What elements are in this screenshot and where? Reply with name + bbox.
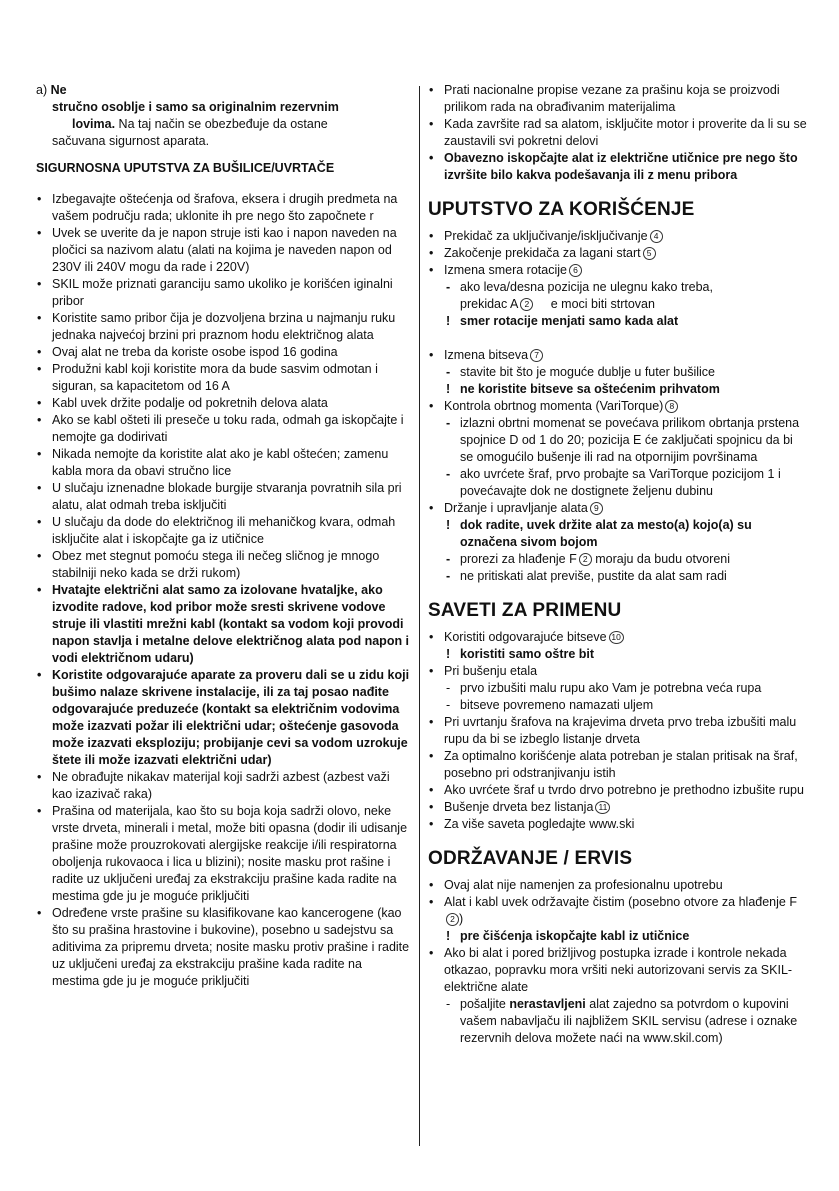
list-item: • SKIL može priznati garanciju samo ukoliko je korišćen iginalni pribor: [36, 276, 412, 310]
list-item: • Ako uvrćete šraf u tvrdo drvo potrebno je prethodno izbušite rupu: [428, 782, 808, 799]
ref-number: 9: [590, 502, 603, 515]
list-item: • Prašina od materijala, kao što su boja koja sadrži olovo, neke vrste drveta, minerali i metal, može biti opasna (dodir ili udisanje prašine može prouzrokovati alergijske reakcije i/ili respiratorna oboljenja rukovaoca i lica u blizini); nosite masku prot rašine i radite uz uključeni uređaj za ekstrakciju prašine kada radite na mestima gde ju je moguće priključiti: [36, 803, 412, 905]
right-column: [428, 82, 808, 1047]
warning-item: ! ne koristite bitseve sa oštećenim prihvatom: [446, 382, 720, 396]
list-item: [428, 347, 808, 364]
list-item: • U slučaju da dode do električnog ili mehaničkog kvara, odmah isključite alat i iskopčajte ga iz utičnice: [36, 514, 412, 548]
warning-text: koristiti samo oštre bit: [460, 647, 595, 661]
section-title-tips: SAVETI ZA PRIMENU: [428, 600, 622, 621]
sub-text: moraju da budu otvoreni: [595, 552, 731, 566]
warning-text: smer rotacije menjati samo kada alat: [460, 314, 679, 328]
item-text: Koristiti odgovarajuće bitseve: [444, 630, 607, 644]
maintenance-list: [428, 877, 808, 928]
list-item: • Pri uvrtanju šrafova na krajevima drveta prvo treba izbušiti malu rupu da bi se izbeglo listanje drveta: [428, 714, 808, 748]
sub-item: - ako uvrćete šraf, prvo probajte sa VariTorque pozicijom 1 i povećavajte dok ne dostignete željenu dubinu: [446, 467, 781, 498]
list-item: • Prati nacionalne propise vezane za prašinu koja se proizvodi prilikom rada na obrađivanim materijalima: [428, 82, 808, 116]
list-item: • Ovaj alat nije namenjen za profesionalnu upotrebu: [428, 877, 808, 894]
sub-text: alat zajedno sa potvrdom o kupovini vašem nabavljaču ili najbližem SKIL servisu (adrese i oznake rezervnih delova možete naći na www.skil.com): [460, 997, 798, 1045]
sub-text: prekidac A: [460, 297, 519, 311]
usage-list-4: [428, 500, 808, 517]
sub-text: ne pritiskati alat previše, pustite da alat sam radi: [460, 569, 727, 583]
list-item: [428, 894, 808, 928]
list-item: • Ako bi alat i pored brižljivog postupka izrade i kontrole nekada otkazao, popravku mora vršiti neki autorizovani servis za SKIL-električne alate: [428, 945, 808, 996]
list-item: • Produžni kabl koji koristite mora da bude sasvim odmotan i siguran, sa kapacitetom od 16 A: [36, 361, 412, 395]
intro-line-4: sačuvana sigurnost aparata.: [52, 134, 210, 148]
sub-text: stavite bit što je moguće dublje u futer bušilice: [460, 365, 715, 379]
intro-line-1: a) Ne: [36, 83, 67, 97]
item-text: Držanje i upravljanje alata: [444, 501, 588, 515]
list-item: [428, 228, 808, 245]
item-text: ): [459, 912, 464, 926]
list-item: • Uvek se uverite da je napon struje isti kao i napon naveden na pločici sa nazivom alatu (alati na kojima je naveden napon od 230V ili 240V mogu da rade i 220V): [36, 225, 412, 276]
sub-item: - stavite bit što je moguće dublje u futer bušilice: [446, 365, 715, 379]
ref-number: 10: [609, 631, 624, 644]
sub-text: pošaljite: [460, 997, 510, 1011]
top-list: [428, 82, 808, 184]
ref-number: 5: [643, 247, 656, 260]
list-item: • U slučaju iznenadne blokade burgije stvaranja povratnih sila pri alatu, alat odmah treba isključiti: [36, 480, 412, 514]
list-item: • Kabl uvek držite podalje od pokretnih delova alata: [36, 395, 412, 412]
sub-text: ako leva/desna pozicija ne ulegnu kako treba,: [460, 280, 713, 294]
item-text: Bušenje drveta bez listanja: [444, 800, 594, 814]
ref-number: 8: [665, 400, 678, 413]
list-item: [428, 262, 808, 279]
list-item: • Obez met stegnut pomoću stega ili nečeg sličnog je mnogo stabilniji neko kada se drži rukom): [36, 548, 412, 582]
item-text: Kontrola obrtnog momenta (VariTorque): [444, 399, 664, 413]
tips-list: [428, 629, 808, 646]
list-item: • Hvatajte električni alat samo za izolovane hvataljke, ako izvodite radove, kod pribor može sresti skrivene vodove struje ili vlastiti mrežni kabl (kontakt sa vodom koji provodi napon stavlja i metalne delove električnog alata pod napon i vodi električnom udaru): [36, 582, 412, 667]
list-item: • Koristite samo pribor čija je dozvoljena brzina u najmanju ruku jednaka najvećoj brzini pri praznom hodu električnog alata: [36, 310, 412, 344]
list-item: [428, 629, 808, 646]
intro-line-3: lovima. Na taj način se obezbeđuje da ostane: [72, 117, 328, 131]
sub-text: ako uvrćete šraf, prvo probajte sa VariTorque pozicijom 1 i povećavajte dok ne dostignete željenu dubinu: [460, 467, 781, 498]
tips-list-2: [428, 663, 808, 680]
list-item: • Pri bušenju etala: [428, 663, 808, 680]
list-item: • Određene vrste prašine su klasifikovane kao kancerogene (kao što su prašina hrastovine i bukovine), posebno u sadejstvu sa aditivima za pripremu drveta; nosite masku protiv prašine i radite uz uključeni uređaj za ekstrakciju prašine kada radite na mestima gde ju je moguće priključiti: [36, 905, 412, 990]
item-text: Alat i kabl uvek održavajte čistim (posebno otvore za hlađenje F: [444, 895, 797, 909]
ref-number: 7: [530, 349, 543, 362]
sub-text-bold: nerastavljeni: [509, 997, 586, 1011]
list-item: • Ne obrađujte nikakav materijal koji sadrži azbest (azbest važi kao izazivač raka): [36, 769, 412, 803]
ref-number: 6: [569, 264, 582, 277]
column-divider: [419, 86, 420, 1146]
section-title-usage: UPUTSTVO ZA KORIŠĆENJE: [428, 199, 695, 220]
warning-text: dok radite, uvek držite alat za mesto(a) kojo(a) su označena sivom bojom: [460, 518, 752, 549]
list-item: • Obavezno iskopčajte alat iz električne utičnice pre nego što izvršite bilo kakva podešavanja ili z menu pribora: [428, 150, 808, 184]
list-item: • Za više saveta pogledajte www.ski: [428, 816, 808, 833]
list-item: • Za optimalno korišćenje alata potreban je stalan pritisak na šraf, posebno pri odstranjivanju istih: [428, 748, 808, 782]
tips-list-3: [428, 714, 808, 833]
warning-item: ! smer rotacije menjati samo kada alat: [446, 314, 679, 328]
list-item: • Kada završite rad sa alatom, isključite motor i proverite da li su se zaustavili svi pokretni delovi: [428, 116, 808, 150]
intro-line-2: stručno osoblje i samo sa originalnim rezervnim: [52, 100, 339, 114]
left-column: [36, 82, 412, 990]
list-item: • Koristite odgovarajuće aparate za proveru dali se u zidu koji bušimo nalaze skrivene instalacije, ili za taj posao nađite odgovarajuće preduzeće (kontakt sa električnim vodovima može izazvati požar ili električni udar; oštećenje gasovoda može izazvati eksploziju; probijanje cevi sa vodom uzrokuje štete ili može izazvati električni udar): [36, 667, 412, 769]
sub-item: - bitseve povremeno namazati uljem: [446, 698, 654, 712]
maintenance-list-2: [428, 945, 808, 996]
list-item: • Ako se kabl ošteti ili preseče u toku rada, odmah ga iskopčajte i nemojte ga dodirivati: [36, 412, 412, 446]
usage-list-2: [428, 347, 808, 364]
sub-item: - ne pritiskati alat previše, pustite da alat sam radi: [446, 569, 727, 583]
item-text: Izmena smera rotacije: [444, 263, 567, 277]
section-title-maintenance: ODRŽAVANJE / ERVIS: [428, 848, 633, 869]
warning-item: ! koristiti samo oštre bit: [446, 647, 595, 661]
item-text: Prekidač za uključivanje/isključivanje: [444, 229, 648, 243]
sub-item: - prvo izbušiti malu rupu ako Vam je potrebna veća rupa: [446, 681, 762, 695]
safety-heading: SIGURNOSNA UPUTSTVA ZA BUŠILICE/UVRTAČE: [36, 161, 335, 175]
list-item: • Nikada nemojte da koristite alat ako je kabl oštećen; zamenu kabla mora da obavi stručno lice: [36, 446, 412, 480]
warning-text: ne koristite bitseve sa oštećenim prihvatom: [460, 382, 720, 396]
safety-list: [36, 191, 412, 990]
ref-number: 2: [520, 298, 533, 311]
sub-text: prvo izbušiti malu rupu ako Vam je potrebna veća rupa: [460, 681, 762, 695]
list-item: [428, 799, 808, 816]
item-text: Izmena bitseva: [444, 348, 529, 362]
sub-item: - izlazni obrtni momenat se povećava prilikom obrtanja prstena spojnice D od 1 do 20; pozicija E će zaključati spojnicu da bi se omogućilo bušenje ili rad na otpornijim površinama: [446, 416, 800, 464]
item-text: Zakočenje prekidača za lagani start: [444, 246, 641, 260]
ref-number: 2: [579, 553, 592, 566]
list-item: [428, 398, 808, 415]
ref-number: 4: [650, 230, 663, 243]
list-item: [428, 245, 808, 262]
ref-number: 2: [446, 913, 459, 926]
list-item: • Izbegavajte oštećenja od šrafova, eksera i drugih predmeta na vašem području rada; uklonite ih pre nego što započnete r: [36, 191, 412, 225]
sub-item: - pošaljite nerastavljeni alat zajedno sa potvrdom o kupovini vašem nabavljaču ili najbližem SKIL servisu (adrese i oznake rezervnih delova možete naći na www.skil.com): [446, 997, 798, 1045]
usage-list-3: [428, 398, 808, 415]
ref-number: 11: [595, 801, 610, 814]
warning-text: pre čišćenja iskopčajte kabl iz utičnice: [460, 929, 690, 943]
warning-item: ! pre čišćenja iskopčajte kabl iz utičnice: [446, 929, 690, 943]
sub-text: bitseve povremeno namazati uljem: [460, 698, 654, 712]
list-item: [428, 500, 808, 517]
warning-item: ! dok radite, uvek držite alat za mesto(a) kojo(a) su označena sivom bojom: [446, 518, 752, 549]
sub-text: prorezi za hlađenje F: [460, 552, 577, 566]
usage-list: [428, 228, 808, 279]
list-item: • Ovaj alat ne treba da koriste osobe ispod 16 godina: [36, 344, 412, 361]
sub-text: e moci biti strtovan: [550, 297, 655, 311]
sub-item: - ako leva/desna pozicija ne ulegnu kako treba, prekidac A 2 e moci biti strtovan: [446, 280, 713, 311]
sub-item: - prorezi za hlađenje F 2 moraju da budu otvoreni: [446, 552, 731, 566]
sub-text: izlazni obrtni momenat se povećava prilikom obrtanja prstena spojnice D od 1 do 20; pozicija E će zaključati spojnicu da bi se omogućilo bušenje ili rad na otpornijim površinama: [460, 416, 800, 464]
